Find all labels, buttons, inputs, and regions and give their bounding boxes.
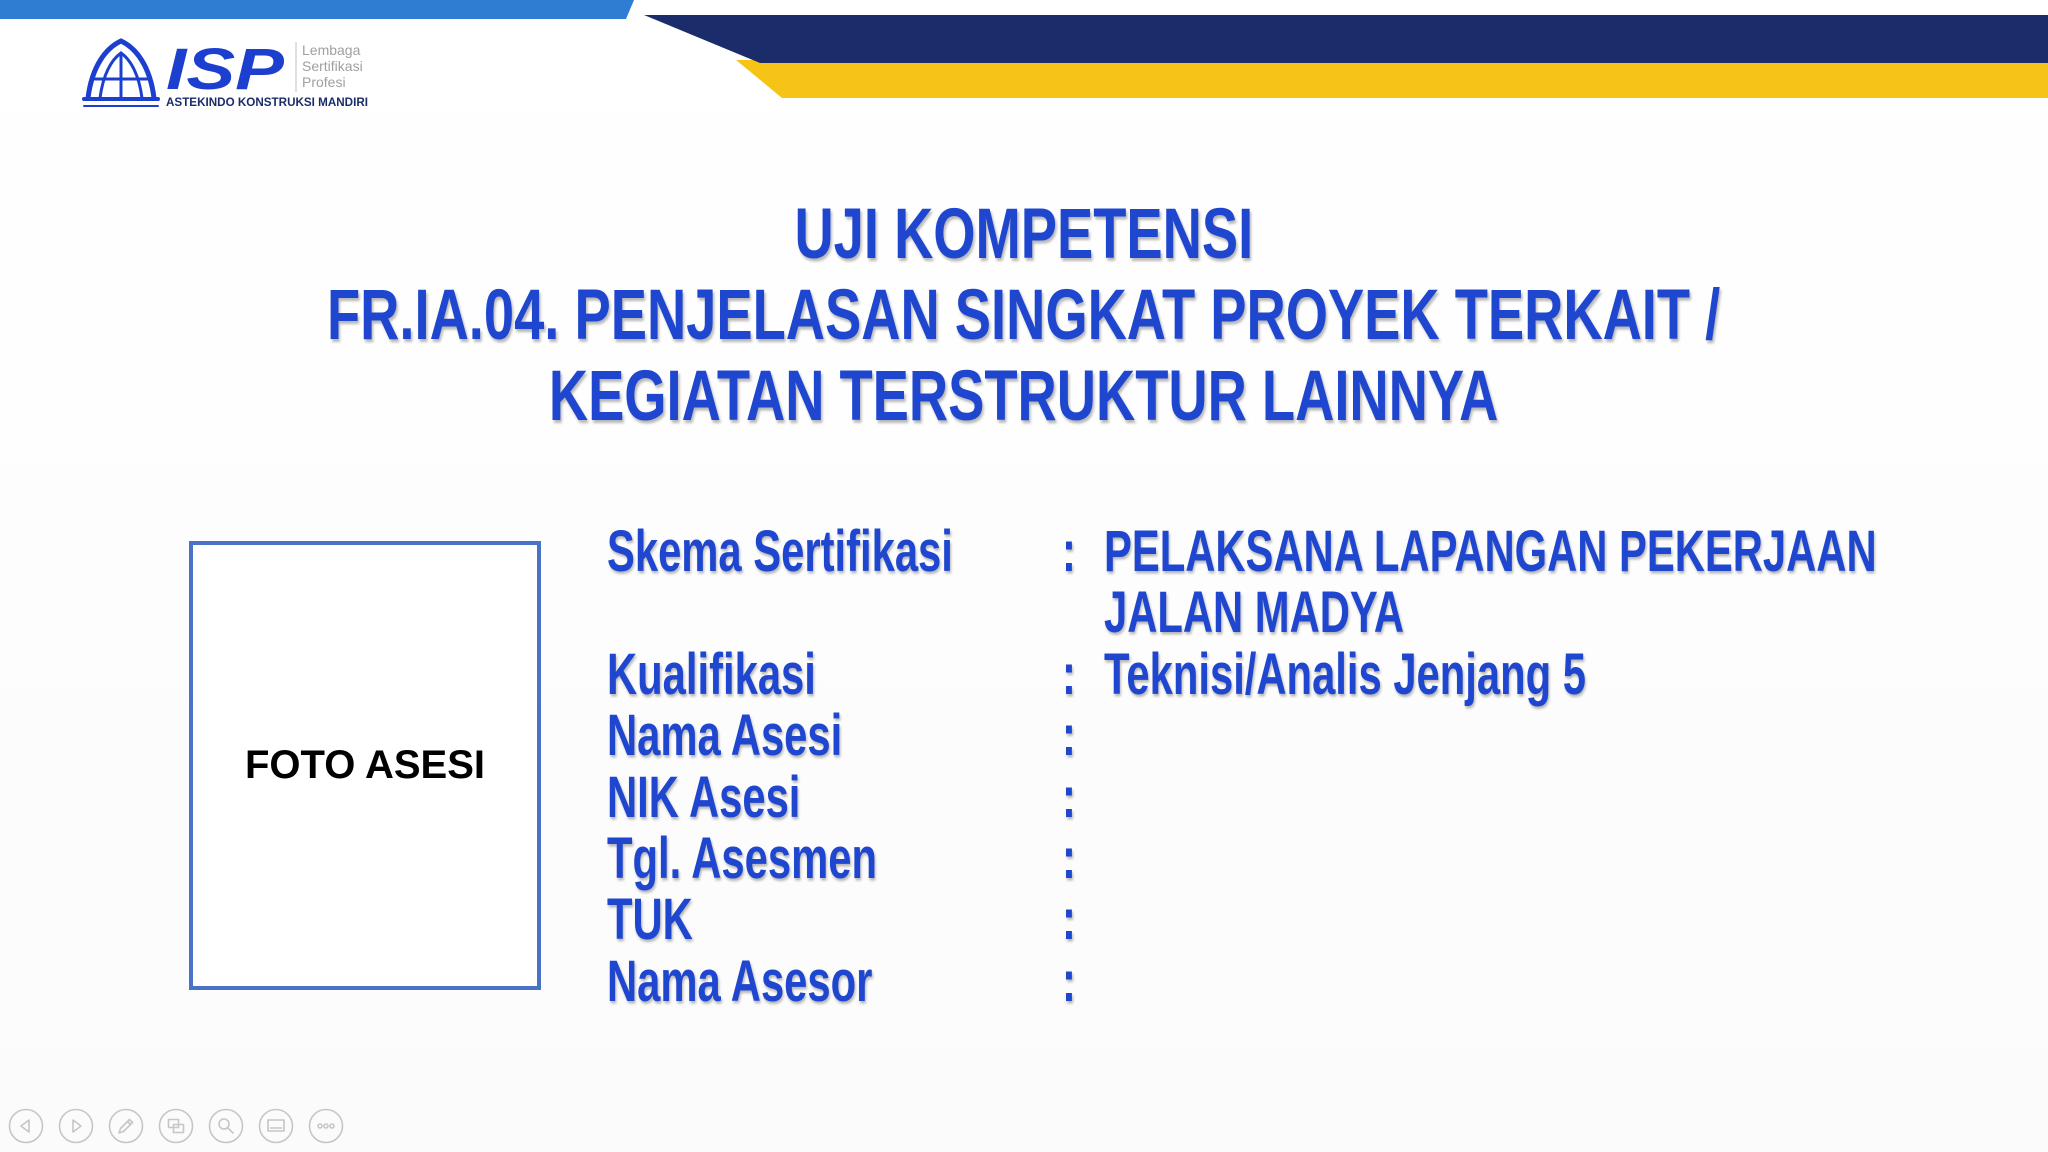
field-row-nama-asesi xyxy=(607,703,1907,769)
field-label xyxy=(607,764,1058,830)
title-line-text: UJI KOMPETENSI xyxy=(794,195,1254,274)
more-options-button[interactable] xyxy=(308,1108,344,1144)
field-separator xyxy=(1058,641,1104,707)
logo-organization: ASTEKINDO KONSTRUKSI MANDIRI xyxy=(166,97,368,109)
next-slide-icon xyxy=(58,1108,94,1144)
more-options-icon xyxy=(308,1108,344,1144)
banner-yellow-stripe xyxy=(736,60,2048,98)
field-separator-text: : xyxy=(1062,703,1076,769)
banner-navy-stripe xyxy=(644,15,2048,63)
slideshow-controls xyxy=(8,1108,344,1144)
field-separator xyxy=(1058,764,1104,830)
arch-logo-icon xyxy=(84,41,158,106)
field-label-text: Tgl. Asesmen xyxy=(607,826,877,891)
field-separator-text: : xyxy=(1062,826,1076,891)
field-row-skema-sertifikasi xyxy=(607,521,1907,644)
field-separator-text: : xyxy=(1062,887,1076,953)
field-value xyxy=(1104,641,1904,707)
field-label-text: TUK xyxy=(607,887,693,953)
title-line xyxy=(0,194,2048,275)
field-label-text: NIK Asesi xyxy=(607,764,801,830)
next-slide-button[interactable] xyxy=(58,1108,94,1144)
title-line xyxy=(0,356,2048,437)
zoom-button[interactable] xyxy=(208,1108,244,1144)
logo-tagline-line: Profesi xyxy=(302,74,346,90)
photo-placeholder-label: FOTO ASESI xyxy=(244,743,486,787)
field-separator xyxy=(1058,887,1104,953)
field-row-nik-asesi xyxy=(607,764,1907,830)
field-value-empty xyxy=(1104,705,1904,766)
field-label xyxy=(607,887,1058,953)
field-separator-text: : xyxy=(1062,641,1076,707)
assessment-info xyxy=(607,521,1907,1012)
field-label xyxy=(607,641,1058,707)
field-value xyxy=(1104,521,1904,644)
see-all-slides-button[interactable] xyxy=(158,1108,194,1144)
field-row-tuk xyxy=(607,887,1907,953)
field-separator-text: : xyxy=(1062,764,1076,830)
subtitles-icon xyxy=(258,1108,294,1144)
field-separator-text: : xyxy=(1062,519,1076,584)
field-value-text: Teknisi/Analis Jenjang 5 xyxy=(1104,641,1586,707)
title-line-text: KEGIATAN TERSTRUKTUR LAINNYA xyxy=(549,357,1499,436)
field-label-text: Kualifikasi xyxy=(607,641,816,707)
field-separator xyxy=(1058,521,1104,644)
slide-title xyxy=(0,194,2048,437)
field-separator xyxy=(1058,948,1104,1014)
logo-tagline-line: Lembaga xyxy=(302,42,361,58)
field-label-text: Skema Sertifikasi xyxy=(607,519,953,584)
field-separator xyxy=(1058,703,1104,769)
field-separator xyxy=(1058,828,1104,889)
previous-slide-button[interactable] xyxy=(8,1108,44,1144)
zoom-icon xyxy=(208,1108,244,1144)
title-line-text: FR.IA.04. PENJELASAN SINGKAT PROYEK TERKAIT / xyxy=(327,276,1721,355)
field-label-text: Nama Asesi xyxy=(607,703,843,769)
field-row-nama-asesor xyxy=(607,948,1907,1014)
logo-tagline-line: Sertifikasi xyxy=(302,58,363,74)
lsp-logo xyxy=(0,0,400,120)
field-label xyxy=(607,703,1058,769)
field-row-kualifikasi xyxy=(607,641,1907,707)
logo-wordmark: ISP xyxy=(166,37,285,102)
field-label xyxy=(607,521,1058,644)
field-value-empty xyxy=(1104,951,1904,1012)
field-label xyxy=(607,828,1058,889)
field-value-text: PELAKSANA LAPANGAN PEKERJAAN xyxy=(1104,519,1877,584)
field-separator-text: : xyxy=(1062,948,1076,1014)
subtitles-button[interactable] xyxy=(258,1108,294,1144)
previous-slide-icon xyxy=(8,1108,44,1144)
field-label-text: Nama Asesor xyxy=(607,948,873,1014)
see-all-slides-icon xyxy=(158,1108,194,1144)
pen-icon xyxy=(108,1108,144,1144)
photo-placeholder-frame xyxy=(189,541,541,990)
field-value-empty xyxy=(1104,767,1904,828)
field-value-empty xyxy=(1104,828,1904,889)
field-row-tgl-asesmen xyxy=(607,828,1907,889)
field-label xyxy=(607,948,1058,1014)
pen-tool-button[interactable] xyxy=(108,1108,144,1144)
field-value-text: JALAN MADYA xyxy=(1104,580,1405,646)
title-line xyxy=(0,275,2048,356)
field-value-empty xyxy=(1104,889,1904,950)
